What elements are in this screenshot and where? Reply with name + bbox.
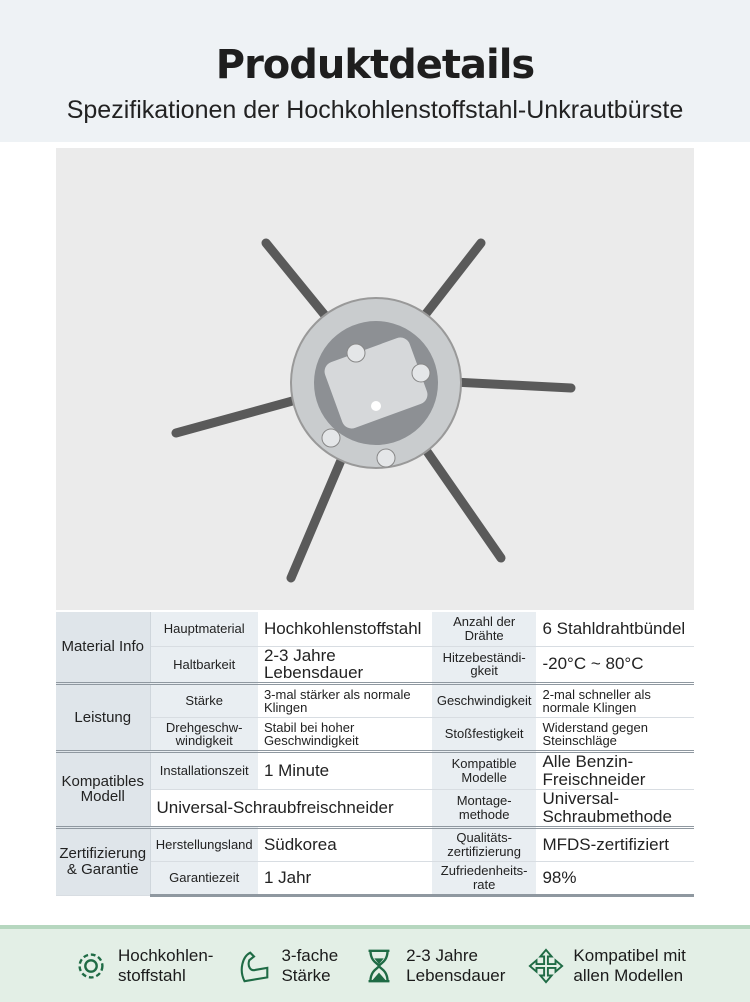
value-cell: 1 Jahr [258,861,432,895]
arrows-icon [527,947,565,985]
feature-item: Kompatibel mit allen Modellen [527,946,685,985]
category-cell: Leistung [56,684,150,752]
table-row [56,612,694,646]
table-row [56,718,694,752]
value-cell: MFDS-zertifiziert [536,827,694,861]
table-row [56,684,694,718]
page-title: Produktdetails [215,42,535,88]
value-cell: Südkorea [258,827,432,861]
hourglass-icon [360,947,398,985]
feature-band [0,925,750,1002]
label-cell: Drehgeschw-windigkeit [150,718,258,752]
value-cell: Hochkohlenstoffstahl [258,612,432,646]
value-cell: 6 Stahldrahtbündel [536,612,694,646]
value-cell: 2-mal schneller als normale Klingen [536,684,694,718]
label-cell: Garantiezeit [150,861,258,895]
label-cell: Kompatible Modelle [432,752,537,790]
category-cell: Material Info [56,612,150,684]
value-cell: Universal-Schraubfreischneider [150,789,432,827]
page-subtitle: Spezifikationen der Hochkohlenstoffstahl-Unkrautbürste [66,96,684,124]
header [0,0,750,142]
table-row [56,752,694,790]
label-cell: Haltbarkeit [150,646,258,684]
table-row [56,646,694,684]
category-cell: Zertifizierung & Garantie [56,827,150,895]
label-cell: Geschwindigkeit [432,684,537,718]
category-cell: Kompatibles Modell [56,752,150,827]
feature-item: Hochkohlen- stoffstahl [72,946,213,985]
table-row [56,789,694,827]
label-cell: Installationszeit [150,752,258,790]
label-cell: Stärke [150,684,258,718]
value-cell: -20°C ~ 80°C [536,646,694,684]
value-cell: Universal-Schraubmethode [536,789,694,827]
label-cell: Zufriedenheits-rate [432,861,537,895]
muscle-icon [235,947,273,985]
feature-item: 2-3 Jahre Lebensdauer [360,946,505,985]
label-cell: Hitzebeständi-gkeit [432,646,537,684]
value-cell: 2-3 Jahre Lebensdauer [258,646,432,684]
value-cell: Alle Benzin-Freischneider [536,752,694,790]
label-cell: Montage-methode [432,789,537,827]
value-cell: 1 Minute [258,752,432,790]
label-cell: Hauptmaterial [150,612,258,646]
label-cell: Qualitäts-zertifizierung [432,827,537,861]
value-cell: 3-mal stärker als normale Klingen [258,684,432,718]
value-cell: 98% [536,861,694,895]
value-cell: Widerstand gegen Steinschläge [536,718,694,752]
value-cell: Stabil bei hoher Geschwindigkeit [258,718,432,752]
table-row [56,861,694,895]
label-cell: Stoßfestigkeit [432,718,537,752]
product-image [56,148,694,610]
gear-icon [72,947,110,985]
table-row [56,827,694,861]
spec-table [56,612,694,897]
label-cell: Anzahl der Drähte [432,612,537,646]
feature-item: 3-fache Stärke [235,946,338,985]
label-cell: Herstellungsland [150,827,258,861]
